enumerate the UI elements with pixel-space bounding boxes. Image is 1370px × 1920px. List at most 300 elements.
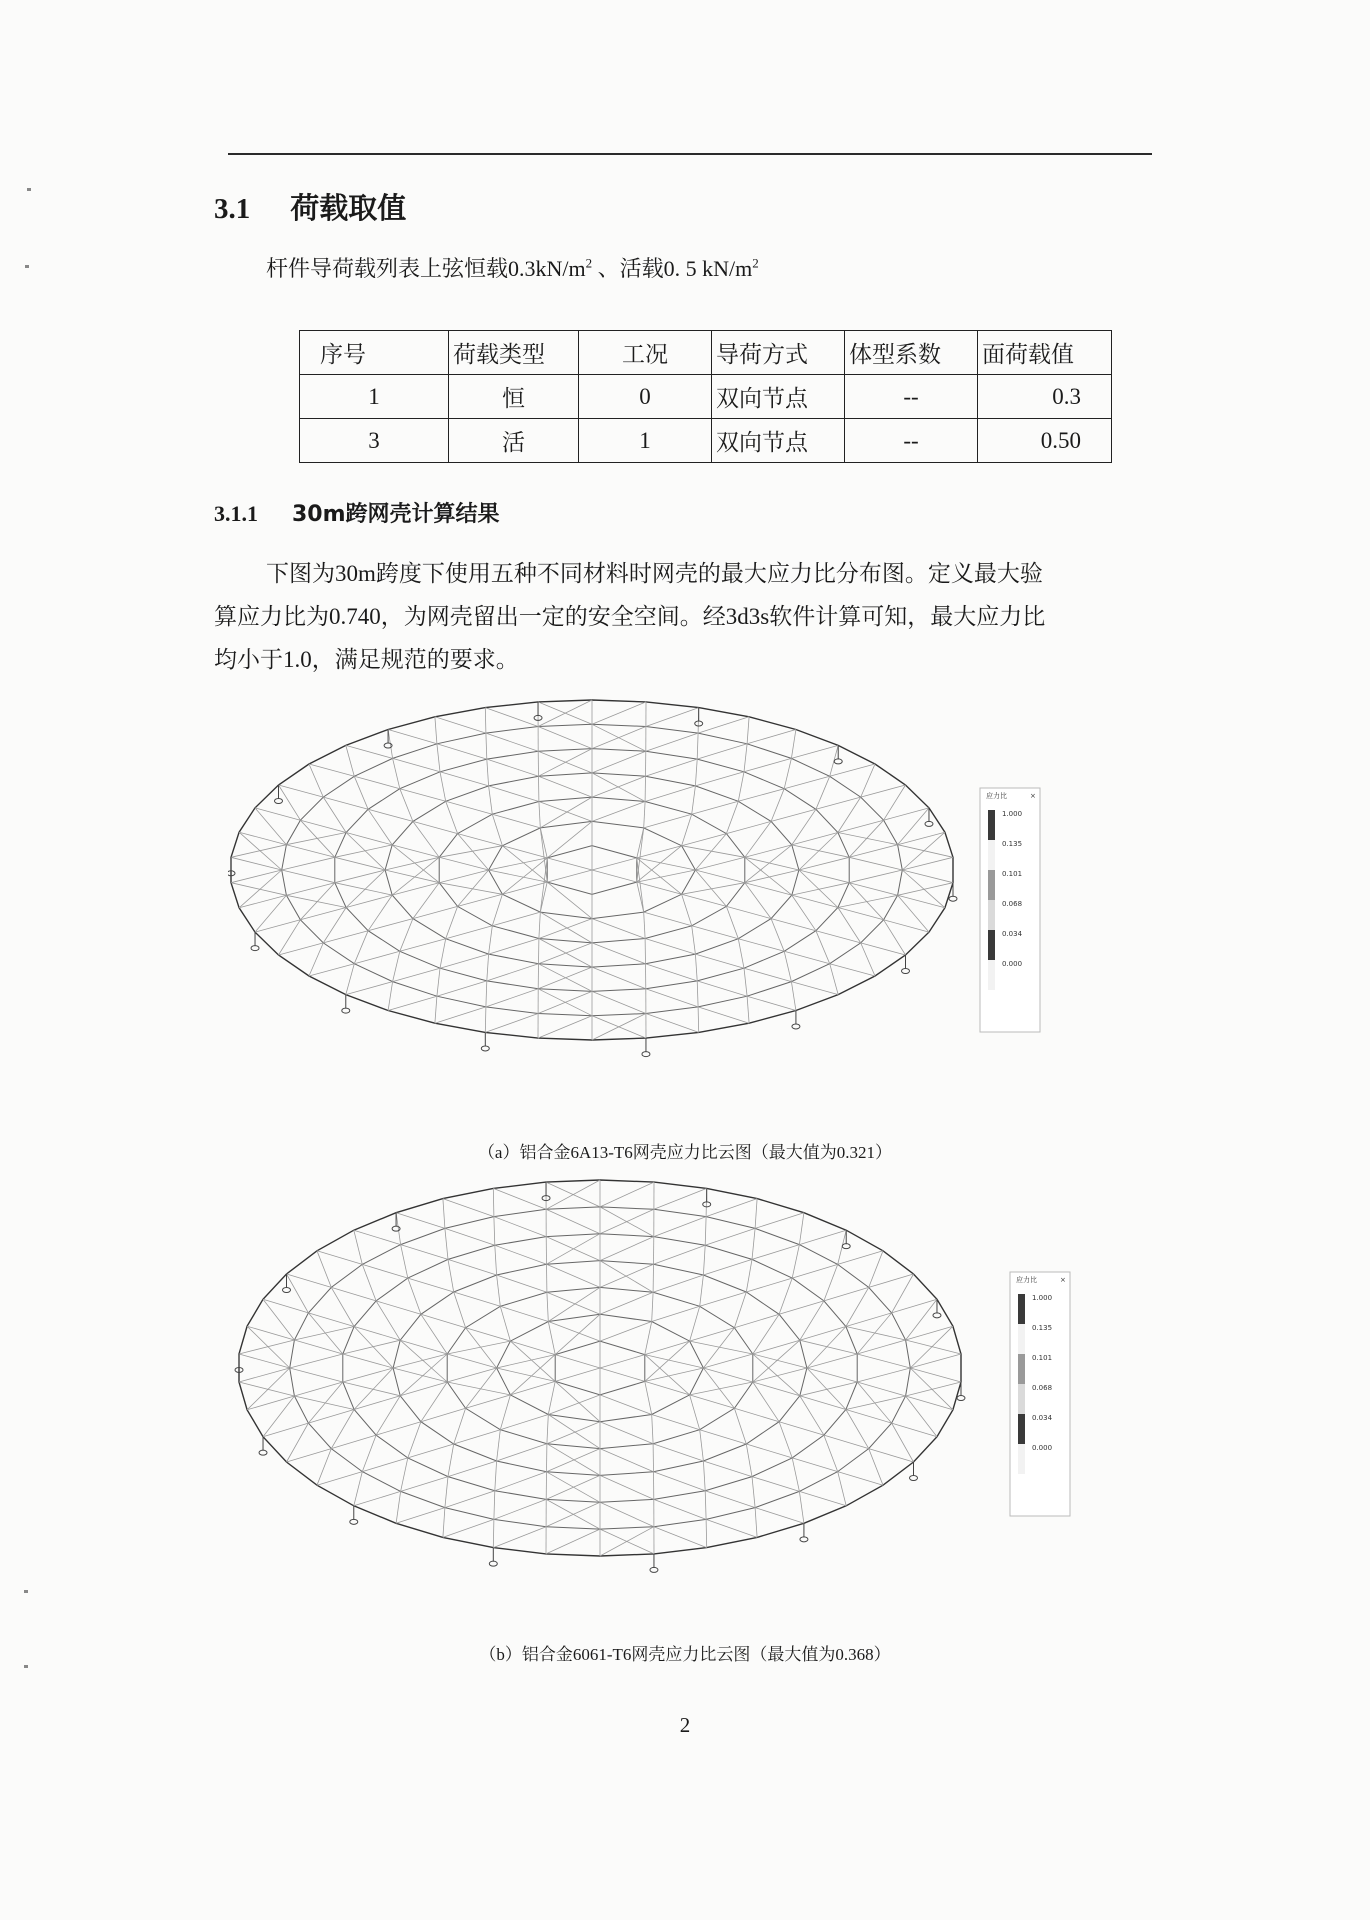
diagonal-member: [255, 895, 286, 932]
diagonal-member: [493, 1519, 494, 1547]
diagonal-member: [546, 1502, 600, 1526]
diagonal-member: [792, 1458, 799, 1492]
diagonal-member: [408, 1422, 421, 1458]
diagonal-member: [600, 1395, 652, 1415]
diagonal-member: [645, 1381, 690, 1395]
diagonal-member: [500, 1395, 510, 1430]
table-header-row: [300, 331, 1112, 375]
diagonal-member: [413, 883, 439, 919]
diagonal-member: [861, 764, 875, 797]
diagonal-member: [231, 883, 286, 896]
diagonal-member: [335, 883, 392, 895]
table-cell: 双向节点: [712, 375, 845, 419]
diagonal-member: [497, 1444, 547, 1461]
diagonal-member: [695, 857, 744, 870]
diagonal-member: [697, 744, 747, 759]
diagonal-member: [592, 702, 646, 724]
diagonal-member: [489, 939, 539, 955]
diagonal-member: [745, 821, 771, 857]
diagonal-member: [493, 1188, 494, 1216]
diagonal-member: [753, 1340, 800, 1354]
diagonal-member: [510, 1341, 555, 1381]
diagonal-member: [898, 883, 953, 896]
legend-value: 0.000: [1002, 960, 1023, 968]
support-icon: [800, 1523, 808, 1542]
diagonal-member: [857, 1382, 905, 1396]
diagonal-member: [752, 1228, 755, 1259]
diagonal-member: [646, 1014, 699, 1033]
legend-swatch: [988, 900, 995, 930]
legend-swatch: [988, 960, 995, 990]
diagonal-member: [400, 1382, 447, 1396]
diagonal-member: [849, 857, 902, 870]
intro-text-a: 杆件导荷载列表上弦恒载0.3kN/m: [266, 256, 586, 281]
diagonal-member: [726, 906, 771, 918]
diagonal-member: [393, 758, 400, 788]
legend-value: 0.000: [1032, 1444, 1053, 1452]
diagonal-member: [816, 776, 830, 809]
diagonal-member: [838, 833, 898, 845]
diagonal-member: [695, 954, 744, 968]
diagonal-member: [695, 954, 697, 981]
diagonal-member: [784, 758, 791, 788]
diagonal-member: [592, 751, 646, 773]
diagonal-member: [548, 1395, 600, 1415]
diagonal-member: [497, 1275, 501, 1306]
diagonal-member: [486, 733, 538, 751]
stress-legend-a: [980, 788, 1040, 1032]
diagonal-member: [446, 801, 493, 814]
diagonal-member: [645, 1341, 690, 1355]
diagonal-member: [497, 1368, 556, 1381]
scan-speck: [24, 1665, 28, 1668]
diagonal-member: [792, 845, 849, 857]
diagonal-member: [646, 708, 699, 727]
table-header-cell: 面荷载值: [978, 331, 1112, 375]
diagonal-member: [592, 776, 646, 797]
diagonal-member: [703, 1245, 705, 1275]
diagonal-member: [290, 1354, 343, 1368]
diagonal-member: [644, 912, 645, 938]
diagonal-member: [906, 1382, 961, 1396]
diagonal-member: [494, 1499, 546, 1519]
diagonal-member: [538, 991, 592, 1013]
diagonal-member: [454, 1292, 501, 1306]
diagonal-member: [448, 1461, 497, 1477]
diagonal-member: [492, 814, 502, 846]
diagonal-member: [645, 786, 695, 802]
diagonal-member: [393, 951, 400, 981]
diagonal-member: [654, 1188, 707, 1209]
diagonal-member: [486, 989, 538, 1007]
diagonal-member: [824, 1435, 838, 1472]
diagonal-member: [800, 1382, 857, 1396]
diagonal-member: [489, 786, 539, 802]
diagonal-member: [343, 1340, 400, 1354]
diagonal-member: [286, 895, 346, 907]
diagonal-member: [703, 1259, 752, 1275]
diagonal-member: [698, 717, 749, 733]
diagonal-member: [547, 1292, 600, 1314]
diagonal-member: [592, 967, 646, 989]
diagonal-member: [555, 1314, 600, 1354]
diagonal-member: [263, 1396, 294, 1437]
diagonal-member: [437, 744, 487, 759]
diagonal-member: [600, 1475, 654, 1499]
diagonal-member: [799, 1491, 804, 1523]
diagonal-member: [592, 919, 645, 939]
diagonal-member: [440, 939, 446, 969]
diagonal-member: [692, 926, 696, 954]
diagonal-member: [799, 857, 849, 870]
dome-mesh-b: [228, 1162, 1108, 1612]
diagonal-member: [600, 1209, 654, 1233]
diagonal-member: [547, 1422, 600, 1444]
diagonal-member: [644, 912, 692, 926]
diagonal-member: [644, 814, 692, 828]
table-row: [300, 419, 1112, 463]
diagonal-member: [493, 1527, 546, 1548]
diagonal-member: [695, 870, 726, 906]
diagonal-member: [771, 789, 784, 822]
diagonal-member: [239, 1340, 294, 1354]
diagonal-member: [421, 1382, 447, 1422]
diagonal-member: [654, 1472, 706, 1491]
diagonal-member: [448, 1259, 497, 1275]
diagonal-member: [466, 1328, 497, 1368]
diagonal-member: [547, 821, 592, 858]
diagonal-member: [690, 1306, 700, 1341]
diagonal-member: [682, 894, 692, 926]
diagonal-member: [703, 1354, 752, 1368]
diagonal-member: [294, 1396, 354, 1410]
diagonal-member: [443, 1508, 445, 1538]
diagonal-member: [784, 951, 830, 963]
diagonal-member: [346, 745, 355, 776]
diagonal-member: [495, 1461, 497, 1491]
diagonal-member: [697, 981, 698, 1007]
diagonal-member: [682, 814, 692, 846]
diagonal-member: [682, 834, 727, 846]
subsection-heading: [214, 497, 500, 528]
diagonal-member: [448, 1259, 454, 1292]
diagonal-member: [421, 1314, 466, 1327]
diagonal-member: [792, 883, 849, 895]
diagonal-member: [682, 846, 745, 858]
diagonal-member: [646, 964, 698, 981]
diagonal-member: [346, 964, 355, 995]
legend-value: 0.101: [1002, 870, 1023, 878]
diagonal-member: [500, 1415, 548, 1430]
diagonal-member: [493, 1188, 546, 1209]
diagonal-member: [408, 1278, 454, 1292]
diagonal-member: [807, 1368, 857, 1382]
diagonal-member: [309, 764, 323, 797]
scan-speck: [27, 188, 31, 191]
intro-sup-a: 2: [585, 255, 593, 271]
diagonal-member: [393, 758, 440, 771]
legend-value: 0.101: [1032, 1354, 1053, 1362]
diagonal-member: [495, 1472, 547, 1491]
svg-text:×: ×: [1060, 1276, 1066, 1284]
diagonal-member: [401, 1477, 448, 1492]
diagonal-member: [435, 717, 437, 744]
support-icon: [842, 1230, 850, 1249]
diagonal-member: [495, 1245, 497, 1275]
diagonal-member: [830, 764, 875, 776]
diagonal-member: [906, 1396, 937, 1437]
diagonal-member: [400, 789, 413, 822]
stress-legend-b: [1010, 1272, 1070, 1516]
diagonal-member: [485, 708, 486, 734]
table-cell: 1: [300, 375, 449, 419]
diagonal-member: [700, 1275, 704, 1306]
diagonal-member: [546, 1180, 600, 1209]
diagonal-member: [489, 786, 493, 814]
diagonal-member: [792, 1458, 838, 1472]
diagonal-member: [401, 1458, 408, 1492]
diagonal-member: [317, 1251, 362, 1265]
diagonal-member: [830, 964, 875, 976]
diagonal-member: [547, 882, 592, 919]
diagonal-member: [653, 1275, 703, 1292]
diagonal-member: [497, 1275, 547, 1292]
diagonal-member: [443, 1519, 494, 1537]
diagonal-member: [747, 717, 749, 744]
diagonal-member: [838, 895, 898, 907]
diagonal-member: [354, 951, 400, 963]
diagonal-member: [600, 1502, 654, 1526]
diagonal-member: [752, 1477, 755, 1508]
diagonal-member: [791, 982, 796, 1011]
diagonal-member: [495, 1245, 547, 1264]
dome-mesh-a: [228, 684, 1108, 1104]
diagonal-member: [600, 1261, 653, 1293]
support-icon: [481, 1032, 489, 1051]
diagonal-member: [645, 1355, 690, 1395]
support-icon: [350, 1506, 358, 1525]
diagonal-member: [738, 939, 744, 969]
diagonal-member: [489, 858, 548, 870]
diagonal-member: [408, 1444, 454, 1458]
diagonal-member: [421, 1408, 466, 1421]
diagonal-member: [645, 1381, 652, 1414]
diagonal-member: [413, 821, 439, 857]
diagonal-member: [547, 870, 592, 882]
diagonal-member: [300, 820, 334, 857]
diagonal-member: [555, 1381, 600, 1421]
diagonal-member: [454, 1292, 466, 1328]
diagonal-member: [335, 845, 392, 857]
diagonal-member: [435, 717, 486, 733]
diagonal-member: [816, 931, 830, 964]
diagonal-member: [746, 1278, 792, 1292]
diagonal-member: [447, 1382, 510, 1395]
intro-line: [266, 252, 759, 283]
diagonal-member: [362, 1264, 376, 1301]
diagonal-member: [857, 1382, 891, 1423]
diagonal-member: [745, 883, 792, 895]
diagonal-member: [400, 919, 413, 952]
diagonal-member: [706, 1519, 707, 1547]
diagonal-member: [510, 1381, 555, 1395]
diagonal-member: [734, 1408, 779, 1421]
diagonal-member: [443, 1199, 445, 1229]
diagonal-member: [309, 943, 323, 976]
diagonal-member: [440, 772, 489, 786]
diagonal-member: [445, 1491, 495, 1508]
diagonal-member: [435, 1007, 486, 1023]
diagonal-member: [734, 1408, 746, 1444]
diagonal-member: [752, 1477, 799, 1492]
diagonal-member: [492, 814, 540, 828]
diagonal-member: [485, 708, 538, 727]
diagonal-member: [454, 1430, 501, 1444]
diagonal-member: [703, 1368, 734, 1408]
diagonal-member: [354, 776, 400, 788]
diagonal-member: [738, 789, 784, 802]
diagonal-member: [861, 943, 875, 976]
diagonal-member: [695, 870, 744, 883]
diagonal-member: [697, 981, 747, 996]
diagonal-member: [592, 802, 645, 822]
diagonal-member: [690, 1395, 700, 1430]
diagonal-member: [400, 939, 446, 952]
diagonal-member: [645, 939, 695, 955]
diagonal-member: [600, 1368, 645, 1381]
diagonal-member: [446, 926, 493, 939]
diagonal-member: [458, 870, 489, 906]
paragraph-line: 下图为30m跨度下使用五种不同材料时网壳的最大应力比分布图。定义最大验: [266, 561, 1043, 586]
table-header-cell: 序号: [300, 331, 449, 375]
diagonal-member: [538, 727, 592, 749]
legend-swatch: [1018, 1294, 1025, 1324]
diagonal-member: [437, 981, 487, 996]
diagonal-member: [439, 870, 488, 883]
diagonal-member: [695, 834, 726, 870]
diagonal-member: [645, 1355, 704, 1368]
diagonal-member: [646, 989, 698, 1007]
diagonal-member: [437, 744, 440, 772]
subsection-number: 3.1.1: [214, 501, 258, 526]
diagonal-member: [546, 1209, 600, 1233]
scan-speck: [25, 265, 29, 268]
diagonal-member: [354, 776, 368, 809]
diagonal-member: [486, 733, 487, 759]
diagonal-member: [592, 858, 637, 870]
diagonal-member: [510, 1341, 555, 1355]
legend-swatch: [1018, 1324, 1025, 1354]
diagonal-member: [682, 894, 727, 906]
diagonal-member: [592, 727, 646, 749]
legend-swatch: [988, 840, 995, 870]
diagonal-member: [466, 1368, 497, 1408]
diagonal-member: [654, 1217, 706, 1237]
diagonal-member: [791, 730, 796, 759]
diagonal-member: [645, 1341, 690, 1381]
diagonal-member: [539, 749, 593, 777]
table-header-cell: 荷载类型: [449, 331, 579, 375]
diagonal-member: [546, 1475, 600, 1499]
diagonal-member: [446, 801, 458, 833]
legend-swatch: [1018, 1444, 1025, 1474]
diagonal-member: [857, 1368, 910, 1382]
diagonal-member: [906, 1299, 937, 1340]
diagonal-member: [286, 845, 334, 858]
diagonal-member: [849, 845, 897, 858]
section-title: 荷载取值: [290, 191, 407, 225]
diagonal-member: [690, 1395, 735, 1408]
diagonal-member: [239, 1382, 294, 1396]
diagonal-member: [548, 1322, 600, 1342]
diagonal-member: [791, 745, 838, 758]
diagonal-member: [869, 1449, 883, 1486]
diagonal-member: [354, 1472, 363, 1506]
diagonal-member: [592, 773, 645, 802]
diagonal-member: [317, 1472, 362, 1486]
diagonal-member: [458, 834, 503, 846]
diagonal-member: [362, 1264, 408, 1278]
support-icon: [792, 1010, 800, 1029]
legend-swatch: [988, 870, 995, 900]
diagonal-member: [799, 1230, 846, 1244]
diagonal-member: [547, 858, 592, 870]
diagonal-member: [445, 1228, 448, 1259]
diagonal-member: [392, 845, 439, 857]
diagonal-member: [263, 1299, 294, 1340]
diagonal-member: [838, 1472, 847, 1506]
diagonal-member: [706, 1199, 757, 1217]
diagonal-member: [486, 981, 487, 1007]
diagonal-member: [354, 1368, 393, 1410]
diagonal-member: [440, 772, 446, 802]
diagonal-member: [600, 1292, 653, 1314]
diagonal-member: [487, 964, 539, 981]
figure-a: [228, 684, 1108, 1104]
diagonal-member: [300, 883, 334, 920]
diagonal-member: [592, 991, 646, 1013]
diagonal-member: [396, 1213, 445, 1229]
diagonal-member: [500, 1306, 548, 1321]
diagonal-member: [286, 883, 334, 896]
diagonal-member: [439, 857, 488, 870]
diagonal-member: [646, 759, 698, 776]
diagonal-member: [309, 764, 354, 776]
diagonal-member: [645, 1368, 704, 1381]
diagonal-member: [401, 1245, 408, 1279]
diagonal-member: [392, 883, 439, 895]
diagonal-member: [898, 895, 929, 932]
diagonal-member: [753, 1382, 779, 1422]
diagonal-member: [294, 1340, 342, 1354]
diagonal-member: [231, 845, 286, 858]
legend-value: 0.068: [1002, 900, 1023, 908]
table-cell: 1: [579, 419, 712, 463]
diagonal-member: [771, 919, 784, 952]
table-cell: --: [845, 419, 978, 463]
diagonal-member: [255, 808, 286, 845]
diagonal-member: [898, 845, 953, 858]
legend-value: 0.034: [1032, 1414, 1053, 1422]
diagonal-member: [487, 759, 489, 786]
diagonal-member: [755, 1508, 757, 1538]
diagonal-member: [445, 1477, 448, 1508]
diagonal-member: [755, 1199, 757, 1229]
diagonal-member: [705, 1491, 706, 1520]
diagonal-member: [753, 1382, 800, 1396]
diagonal-member: [706, 1519, 757, 1537]
legend-swatch: [988, 930, 995, 960]
